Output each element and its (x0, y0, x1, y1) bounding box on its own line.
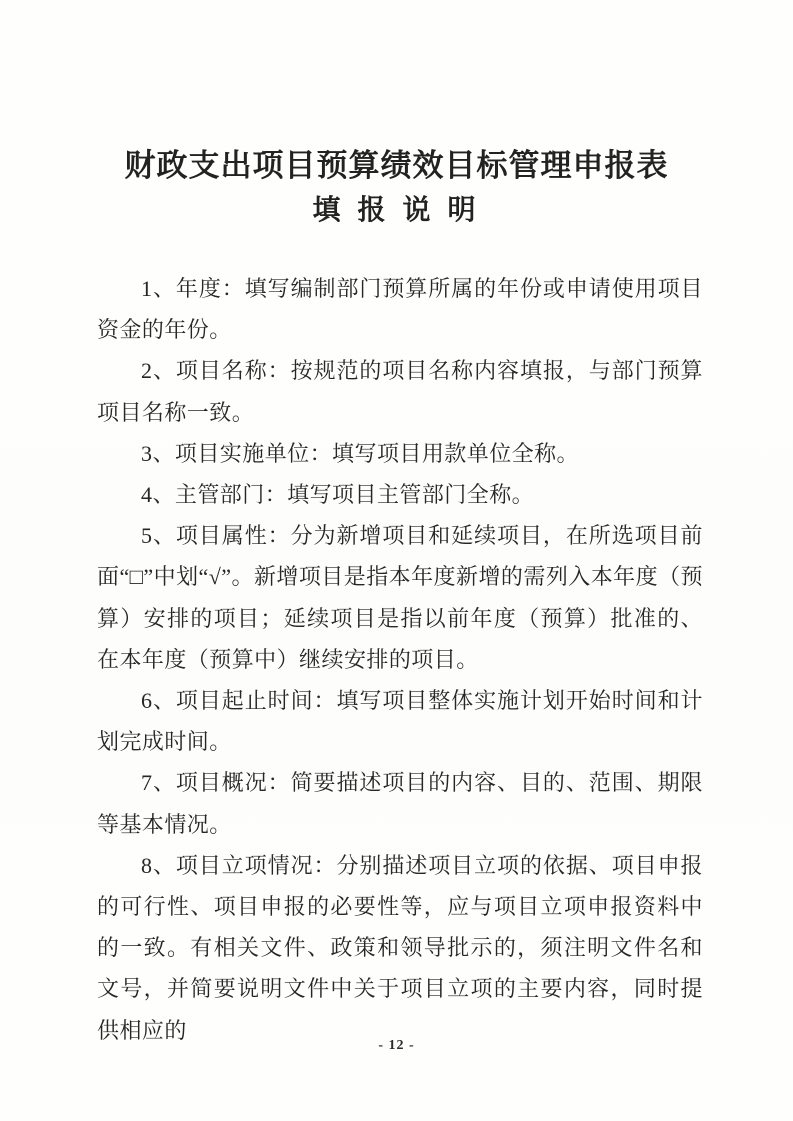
instruction-paragraph-4: 4、主管部门：填写项目主管部门全称。 (141, 482, 535, 508)
instruction-paragraph-6: 6、项目起止时间：填写项目整体实施计划开始时间和计划完成时间。 (97, 688, 703, 755)
document-subtitle: 填 报 说 明 (312, 195, 481, 226)
page-number: - 12 - (378, 1038, 415, 1053)
document-title: 财政支出项目预算绩效目标管理申报表 (124, 148, 669, 183)
instruction-paragraph-5: 5、项目属性：分为新增项目和延续项目，在所选项目前面“□”中划“√”。新增项目是指本年度新增的需列入本年度（预算）安排的项目；延续项目是指以前年度（预算）批准的、在本年度（预算中）继续安排的项目。 (97, 523, 703, 672)
instruction-paragraph-1: 1、年度：填写编制部门预算所属的年份或申请使用项目资金的年份。 (97, 276, 703, 343)
instruction-paragraph-7: 7、项目概况：简要描述项目的内容、目的、范围、期限等基本情况。 (97, 770, 703, 837)
instruction-paragraph-2: 2、项目名称：按规范的项目名称内容填报，与部门预算项目名称一致。 (97, 358, 703, 425)
instruction-paragraph-8: 8、项目立项情况：分别描述项目立项的依据、项目申报的可行性、项目申报的必要性等，应与项目立项申报资料中的一致。有相关文件、政策和领导批示的，须注明文件名和文号，并简要说明文件中关于项目立项的主要内容，同时提供相应的 (97, 852, 703, 1043)
instruction-paragraph-3: 3、项目实施单位：填写项目用款单位全称。 (141, 440, 580, 466)
instructions-body (97, 268, 703, 1051)
